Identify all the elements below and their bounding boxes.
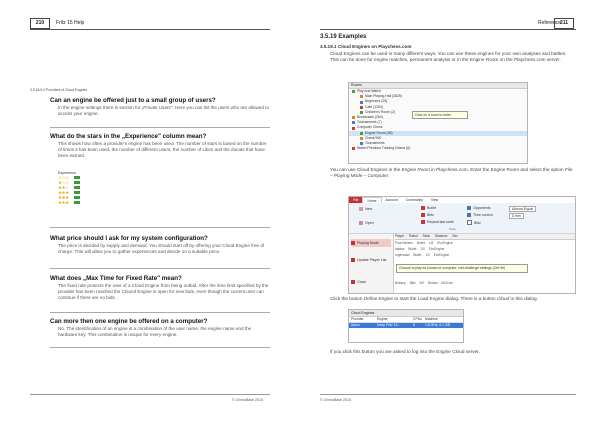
- bar: [74, 201, 80, 204]
- bar: [74, 186, 80, 189]
- tree-item-label: Computer Chess: [357, 125, 383, 130]
- bar: [74, 176, 80, 179]
- update-icon: [351, 258, 355, 262]
- checkbox-icon: [467, 220, 472, 225]
- cloud-title: Cloud Engines: [349, 310, 463, 317]
- divider: [50, 347, 270, 348]
- opponent-strength-select[interactable]: Almost Equal: [509, 206, 536, 212]
- bar: [74, 196, 80, 199]
- page-footer: © ChessBase 2015: [320, 398, 352, 402]
- room-icon: [360, 137, 363, 140]
- question: What price should I ask for my system configuration?: [50, 235, 208, 242]
- tree-item-label: Engine Room (35): [365, 130, 393, 135]
- qa-block-5: [50, 318, 270, 338]
- section-title: 3.5.19 Examples: [320, 34, 367, 40]
- paragraph: You can use Cloud Engines in the Engine Room in Playchess.com. Enter the Engine Room and select the option File – Playing Mode – Computer.: [330, 167, 573, 179]
- open-button[interactable]: Open: [359, 221, 374, 225]
- tab-account[interactable]: Account: [385, 198, 398, 202]
- room-icon: [352, 147, 355, 150]
- ribbon-body: [349, 203, 575, 234]
- experience-row: [58, 200, 104, 205]
- repeat-seek-button[interactable]: Repeat last seek: [421, 220, 454, 224]
- star-icon: ★☆☆: [58, 179, 69, 185]
- tree-item-label: Tournaments: [365, 141, 385, 146]
- tree-item-label: Café (1254): [365, 104, 383, 109]
- menu-update-player-list[interactable]: Update Player List: [351, 258, 391, 262]
- star-icon: ★★★: [58, 199, 69, 205]
- star-icon: ★★☆: [58, 184, 69, 190]
- tree-item[interactable]: [349, 146, 527, 151]
- blitz-checkbox[interactable]: Blitz: [467, 220, 481, 225]
- experience-stars-figure: [58, 171, 104, 205]
- paragraph: Cloud Engines can be used in many different ways. You can use these engines for your own analyses and battles. This can be done for engine matches, permanent analysis or in the Engine Room on the Playchess.com server.: [330, 51, 567, 63]
- new-icon: [359, 207, 363, 211]
- header-rule: [30, 29, 270, 30]
- bar: [74, 181, 80, 184]
- room-icon: [360, 142, 363, 145]
- tree-title: Rooms: [349, 83, 527, 89]
- tooltip: Choose to play as human or computer, edit challenge settings (Ctrl+M): [396, 264, 528, 273]
- answer: The price is decided by supply and demand. You should start off by offering your Cloud Engine free of charge. This will allow you to gather experiences and decide on a suitable price.: [58, 243, 265, 254]
- section-label: 3.5.18.5.2 Providers of Cloud Engines: [30, 88, 88, 92]
- menu-close[interactable]: Close: [351, 280, 391, 284]
- room-icon: [352, 90, 355, 93]
- page-number: 210: [30, 18, 50, 29]
- room-icon: [352, 116, 355, 119]
- time-select[interactable]: 5 min: [509, 213, 524, 219]
- page-header: Reference: [538, 20, 562, 26]
- answer: In the engine settings there is section for „Private Users". Here you can list the users who are allowed to access your engine.: [58, 105, 270, 116]
- bullet-button[interactable]: Bullet: [421, 206, 436, 210]
- opponents-icon: [467, 206, 471, 210]
- menu-playing-mode[interactable]: Playing Mode: [351, 239, 391, 247]
- page-header: Fritz 15 Help: [56, 20, 85, 26]
- qa-block-3: [50, 235, 270, 255]
- question: What do the stars in the „Experience" column mean?: [50, 133, 207, 140]
- question: Can an engine be offered just to a small group of users?: [50, 97, 216, 104]
- open-icon: [359, 221, 363, 225]
- tab-file[interactable]: File: [349, 197, 362, 203]
- star-icon: ☆☆☆: [58, 174, 69, 180]
- qa-block-4: [50, 275, 270, 301]
- tree-item-label: Chess 960: [365, 135, 382, 140]
- room-icon: [352, 121, 355, 124]
- divider: [50, 127, 270, 128]
- tree-item-label: Main Playing Hall (2825): [365, 94, 402, 99]
- tree-item-label: Beginners (25): [365, 99, 388, 104]
- page-footer: © ChessBase 2015: [232, 398, 264, 402]
- room-icon: [360, 95, 363, 98]
- blitz-button[interactable]: Blitz: [421, 213, 434, 217]
- tree-item-label: Play And Watch: [357, 89, 381, 93]
- tree-item-label: Children's Room (2): [365, 109, 396, 114]
- repeat-icon: [421, 220, 425, 224]
- tab-community[interactable]: Community: [405, 198, 423, 202]
- cloud-engines-screenshot: [348, 309, 464, 343]
- file-menu: [349, 234, 394, 293]
- question: What does „Max Time for Fixed Rate" mean?: [50, 275, 182, 282]
- header-rule: [320, 29, 576, 30]
- bar: [74, 191, 80, 194]
- answer: No. The identification of an engine is a combination of the user name, the engine name and the hardware key. This combination is unique for every engine.: [58, 326, 252, 337]
- section-subtitle: 3.5.19.1 Cloud Engines on Playchess.com: [320, 44, 412, 49]
- paragraph: Click the button Define Engine to start the Load Engine dialog. There is a button Cloud in this dialog.: [330, 296, 538, 301]
- cloud-table-header: Provider Engine CPUs Machine: [349, 317, 463, 323]
- playchess-ribbon-screenshot: [348, 196, 576, 294]
- bullet-icon: [421, 206, 425, 210]
- group-label: Seek: [449, 227, 456, 231]
- rooms-tree: [349, 89, 527, 151]
- tooltip: Click on a room to enter: [412, 111, 468, 119]
- tree-item-label: Watch Premium Training Videos (6): [357, 146, 411, 151]
- paragraph: If you click this button you are asked to log into the Engine Cloud server.: [330, 349, 480, 354]
- room-icon: [360, 111, 363, 114]
- divider: [50, 227, 270, 228]
- qa-block-2: [50, 133, 270, 159]
- answer: This shows how often a provider's engine has been used. The number of stars is based on the number of times it has been used, the number of different users, the number of Likes and the ducats that have been earned.: [58, 141, 267, 158]
- table-row[interactable]: Paul Nielsen Bullet 1/8 Elo/Engine: [395, 241, 453, 245]
- tab-view[interactable]: View: [430, 198, 439, 202]
- divider: [50, 268, 270, 269]
- footer-rule: [30, 394, 270, 395]
- page-number: 211: [554, 18, 574, 29]
- table-row[interactable]: Aplon Deep Fritz 13... 8 1.8 GHz, 6.1 GB: [349, 323, 463, 328]
- qa-block-1: [50, 97, 270, 117]
- table-row[interactable]: Bobsuy Blitz 5/0 Bolzan - 1600 km: [395, 281, 453, 285]
- clock-icon: [467, 213, 471, 217]
- time-control-button[interactable]: Time control: [467, 213, 493, 217]
- tree-item-label: Broadcasts (264): [357, 115, 383, 120]
- playing-mode-icon: [351, 241, 355, 245]
- room-icon: [360, 101, 363, 104]
- blitz-icon: [421, 213, 425, 217]
- tree-item-label: Tournaments (7): [357, 120, 382, 125]
- answer: The fixed rate protects the user of a Cloud Engine from being outbid. After the time limit specified by the provider has been reached the Clound Engine is open for new bids, even though the current user can continue if there are no bids.: [58, 283, 269, 300]
- table-row[interactable]: rogersaad Bullet 1/0 Elo/Engine: [395, 253, 450, 257]
- player-list-header: Player Rated Rank Distance Sex: [395, 234, 575, 240]
- new-button[interactable]: New: [359, 207, 372, 211]
- room-icon: [352, 127, 355, 130]
- divider: [50, 312, 270, 313]
- footer-rule: [320, 394, 576, 395]
- tab-home[interactable]: Home: [362, 197, 381, 203]
- star-icon: ★★★: [58, 189, 69, 195]
- opponents-button[interactable]: Opponents: [467, 206, 491, 210]
- room-icon: [360, 106, 363, 109]
- table-row[interactable]: bladsa Bullet 1/0 Elo/Engine: [395, 247, 445, 251]
- experience-header: Experience: [58, 171, 76, 175]
- close-icon: [351, 280, 355, 284]
- room-icon: [360, 132, 363, 135]
- question: Can more then one engine be offered on a computer?: [50, 318, 208, 325]
- rooms-tree-screenshot: [348, 82, 528, 164]
- star-icon: ★★★: [58, 194, 69, 200]
